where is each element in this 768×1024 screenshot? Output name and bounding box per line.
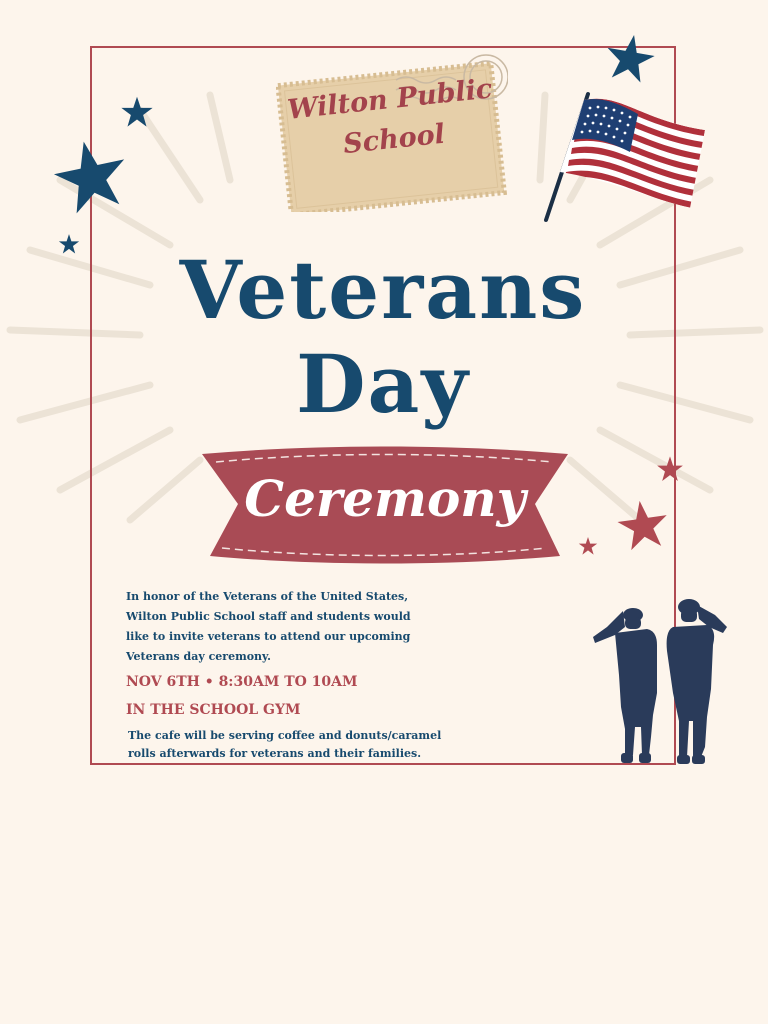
refreshments-line: rolls afterwards for veterans and their families. bbox=[128, 747, 422, 760]
star-icon bbox=[120, 95, 154, 129]
star-icon bbox=[58, 233, 80, 255]
star-icon bbox=[656, 455, 684, 483]
event-date-time: NOV 6TH • 8:30AM TO 10AM bbox=[126, 674, 358, 690]
invitation-line: Wilton Public School staff and students would bbox=[126, 610, 411, 623]
stamp-line-1: Wilton Public bbox=[285, 73, 494, 126]
banner-ceremony-text: Ceremony bbox=[244, 469, 526, 528]
invitation-line: Veterans day ceremony. bbox=[126, 650, 272, 663]
american-flag-icon bbox=[540, 90, 710, 225]
event-location: IN THE SCHOOL GYM bbox=[126, 702, 301, 718]
saluting-soldiers-icon bbox=[585, 597, 735, 767]
title-veterans: Veterans bbox=[179, 243, 587, 337]
refreshments-paragraph bbox=[128, 727, 468, 763]
title-day: Day bbox=[296, 337, 470, 431]
star-icon bbox=[616, 498, 670, 552]
stamp-line-2: School bbox=[341, 118, 447, 161]
star-icon bbox=[578, 536, 598, 556]
star-icon bbox=[52, 137, 130, 215]
invitation-paragraph bbox=[126, 587, 426, 667]
invitation-line: In honor of the Veterans of the United States, bbox=[126, 590, 409, 603]
refreshments-line: The cafe will be serving coffee and donuts/caramel bbox=[128, 729, 442, 742]
star-icon bbox=[604, 32, 656, 84]
invitation-line: like to invite veterans to attend our upcoming bbox=[126, 630, 411, 643]
